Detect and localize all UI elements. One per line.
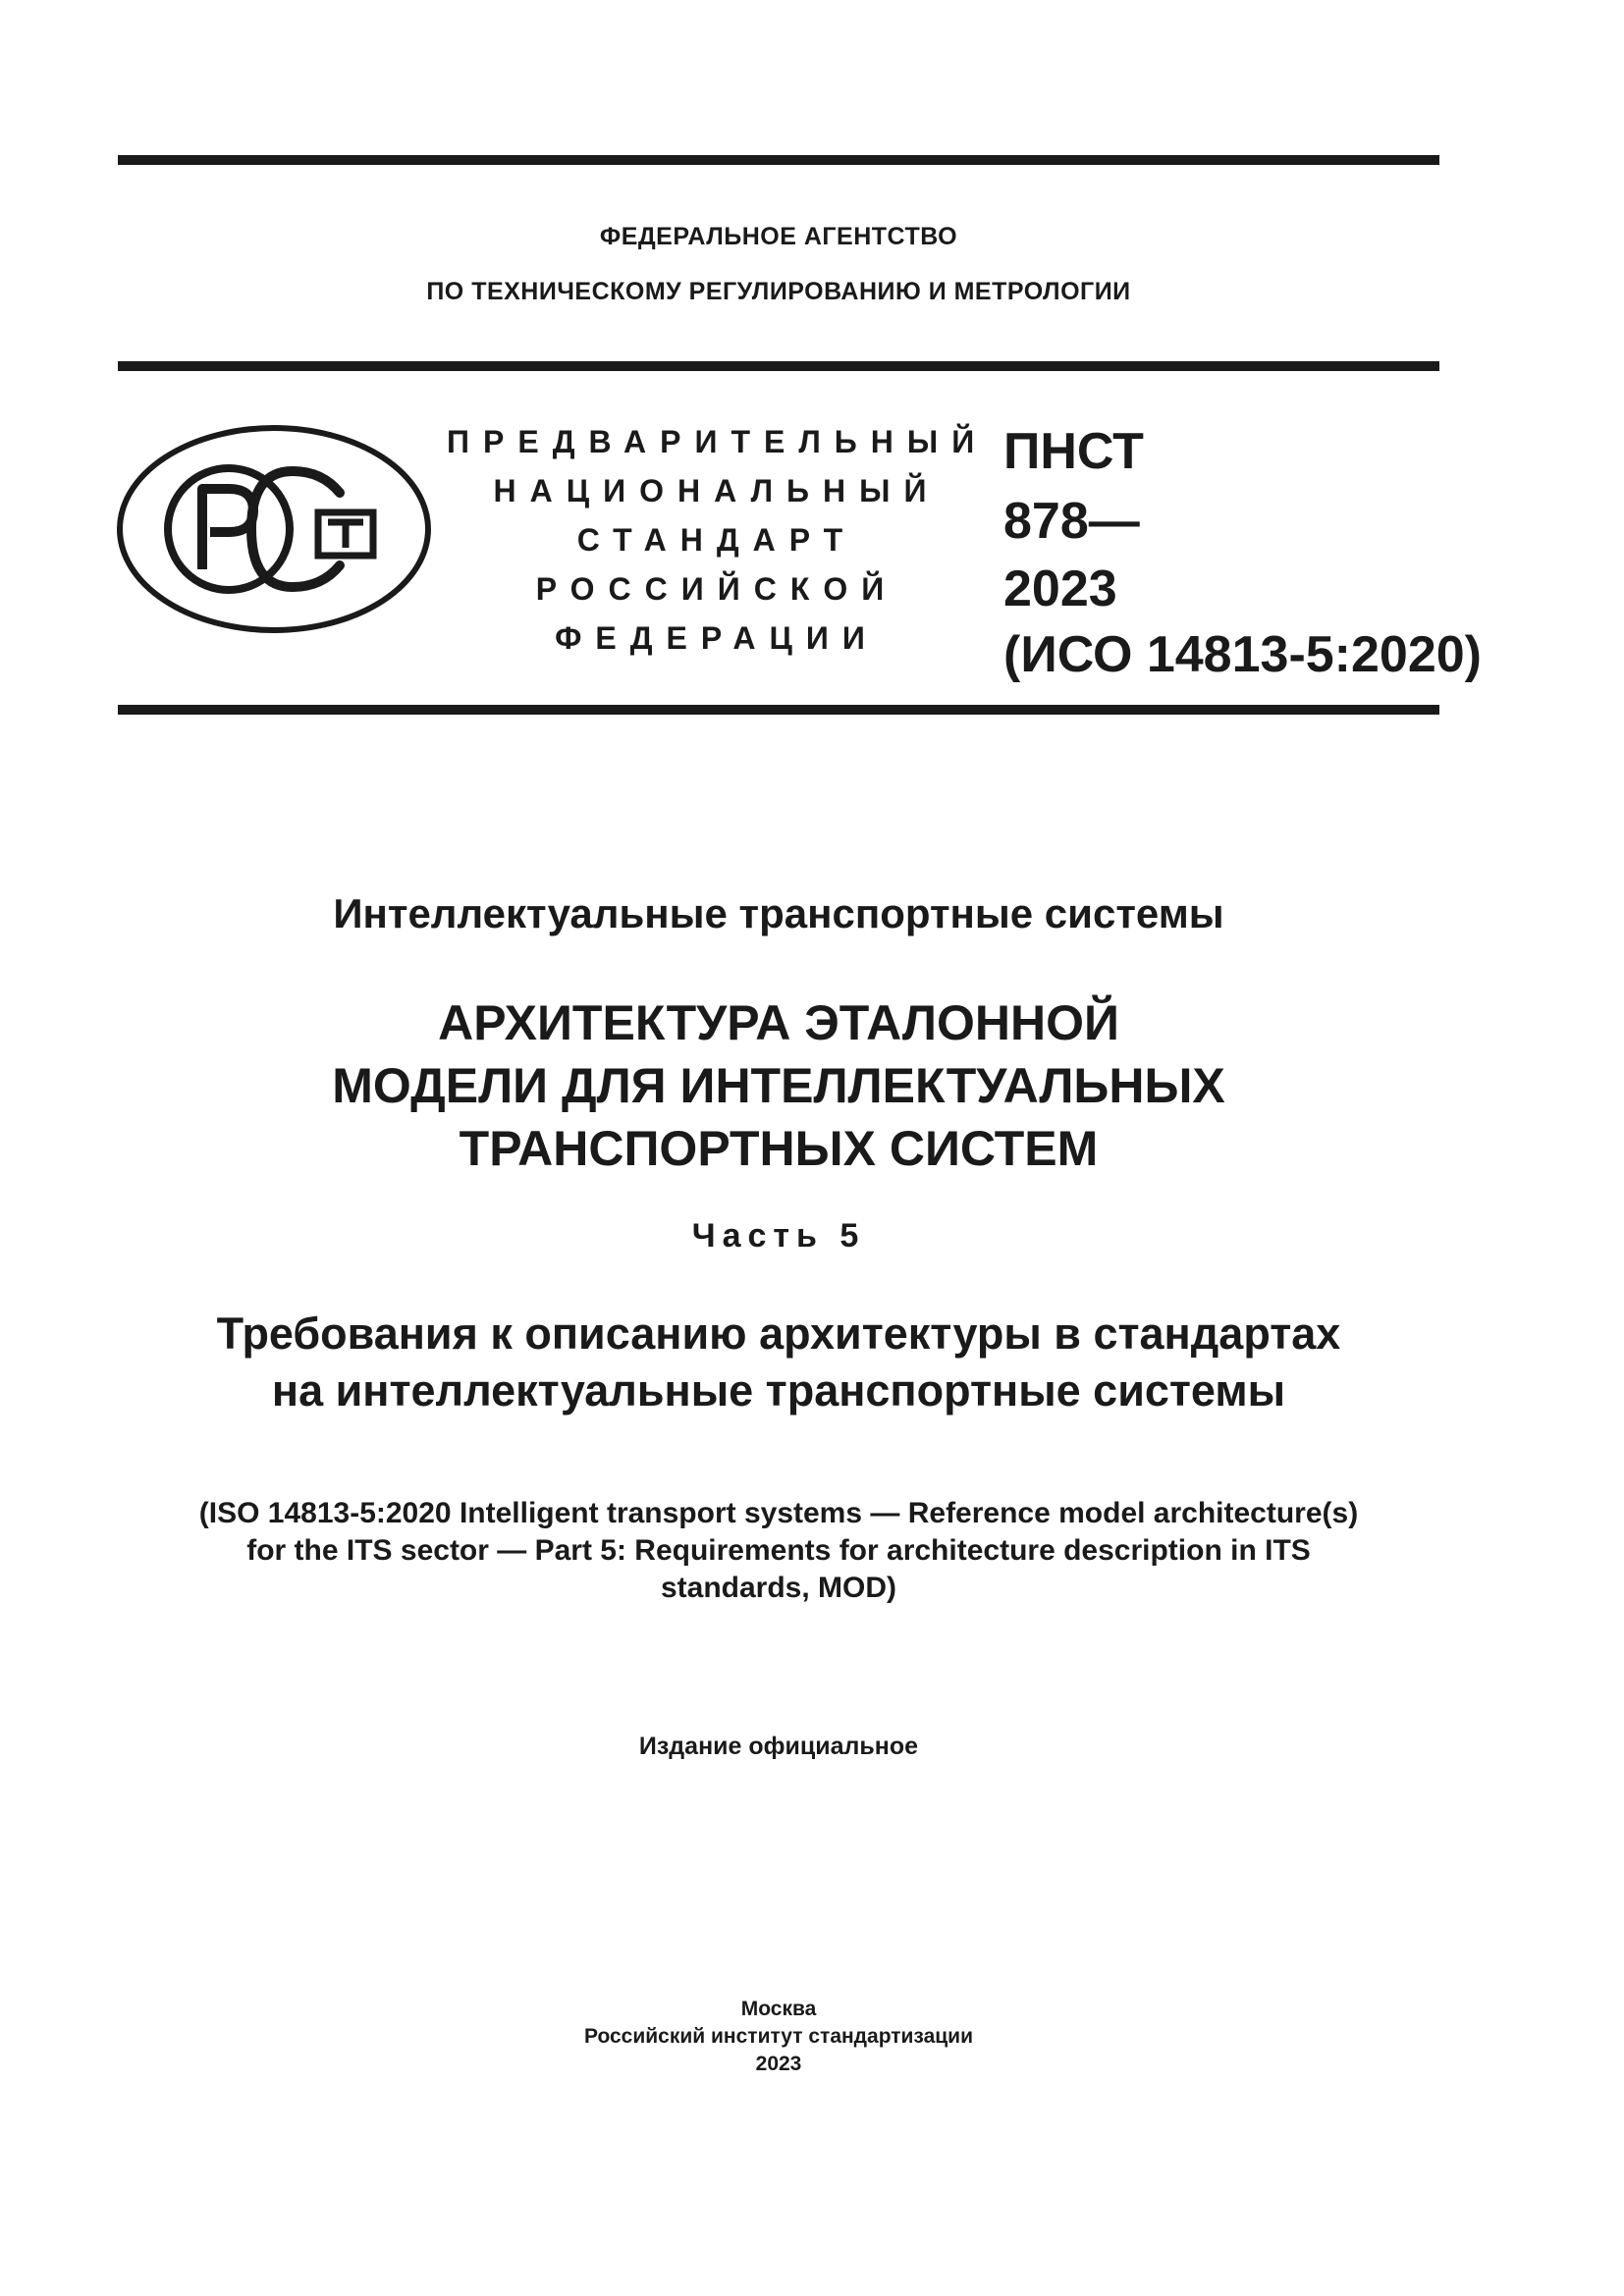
field-title: Интеллектуальные транспортные системы xyxy=(333,890,1224,936)
standard-type-line: ФЕДЕРАЦИИ xyxy=(555,620,879,656)
header-rule xyxy=(118,361,1439,371)
iso-reference xyxy=(118,1495,1439,1607)
main-title-line: МОДЕЛИ ДЛЯ ИНТЕЛЛЕКТУАЛЬНЫХ xyxy=(332,1058,1225,1113)
publisher-city: Москва xyxy=(740,1998,817,2020)
publisher-block xyxy=(118,1996,1439,2078)
main-title-line: АРХИТЕКТУРА ЭТАЛОННОЙ xyxy=(438,995,1119,1050)
iso-reference-line: for the ITS sector — Part 5: Requirements for architecture description in ITS xyxy=(246,1534,1311,1567)
standard-year: 2023 xyxy=(1003,561,1117,617)
standard-block-rule xyxy=(118,705,1439,715)
subtitle-line: на интеллектуальные транспортные системы xyxy=(271,1365,1286,1415)
agency-line-1: ФЕДЕРАЛЬНОЕ АГЕНТСТВО xyxy=(599,223,958,250)
main-title xyxy=(118,991,1439,1180)
subtitle-line: Требования к описанию архитектуры в стандартах xyxy=(216,1308,1341,1359)
iso-reference-line: standards, MOD) xyxy=(660,1572,897,1604)
standard-number: 878— xyxy=(1003,493,1140,550)
iso-equivalent: (ИСО 14813-5:2020) xyxy=(1003,626,1482,683)
publisher-name: Российский институт стандартизации xyxy=(583,2025,974,2048)
standard-type-line: РОССИЙСКОЙ xyxy=(535,571,898,607)
top-rule xyxy=(118,155,1439,165)
agency-line-2: ПО ТЕХНИЧЕСКОМУ РЕГУЛИРОВАНИЮ И МЕТРОЛОГИИ xyxy=(426,278,1131,305)
standard-designation: ПНСТ xyxy=(1003,423,1144,480)
subtitle xyxy=(118,1306,1439,1419)
part-label: Часть 5 xyxy=(691,1217,866,1255)
standard-type-line: СТАНДАРТ xyxy=(576,522,857,558)
iso-reference-line: (ISO 14813-5:2020 Intelligent transport systems — Reference model architecture(s) xyxy=(198,1497,1359,1529)
edition-label: Издание официальное xyxy=(638,1733,919,1760)
main-title-line: ТРАНСПОРТНЫХ СИСТЕМ xyxy=(459,1121,1099,1176)
gost-r-logo-icon xyxy=(116,424,432,634)
publisher-year: 2023 xyxy=(755,2053,802,2075)
standard-type-line: ПРЕДВАРИТЕЛЬНЫЙ xyxy=(447,424,989,459)
standard-type-line: НАЦИОНАЛЬНЫЙ xyxy=(493,473,941,508)
